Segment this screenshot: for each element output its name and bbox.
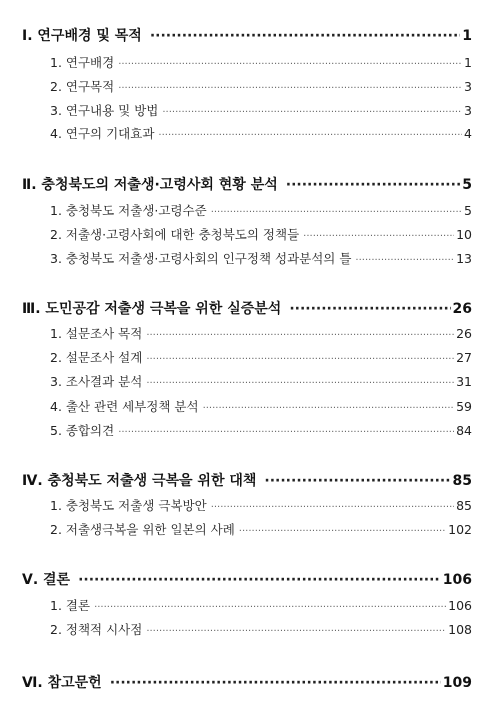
page-number: 106 xyxy=(442,572,472,588)
page-number: 102 xyxy=(448,522,472,537)
page-number: 85 xyxy=(456,498,472,513)
dot-leader xyxy=(211,207,462,218)
toc-entry[interactable] xyxy=(50,596,472,614)
toc-entry[interactable] xyxy=(50,372,472,390)
entry-title: 1. 충청북도 저출생·고령수준 xyxy=(50,203,207,218)
toc-entry[interactable] xyxy=(50,124,472,142)
page-number: 1 xyxy=(462,28,472,44)
dot-leader xyxy=(286,177,461,193)
page-number: 4 xyxy=(464,126,472,141)
dot-leader xyxy=(355,255,454,266)
toc-chapter-2[interactable] xyxy=(22,174,472,194)
dot-leader xyxy=(94,602,446,613)
dot-leader xyxy=(118,427,454,438)
entry-title: 2. 저출생·고령사회에 대한 충청북도의 정책들 xyxy=(50,227,300,242)
page-number: 31 xyxy=(456,374,472,389)
toc-entry[interactable] xyxy=(50,348,472,366)
entry-title: 3. 충청북도 저출생·고령사회의 인구정책 성과분석의 틀 xyxy=(50,251,352,266)
page-number: 3 xyxy=(464,103,472,118)
entry-title: 2. 연구목적 xyxy=(50,79,115,94)
dot-leader xyxy=(146,330,454,341)
toc-entry[interactable] xyxy=(50,53,472,71)
page-number: 109 xyxy=(442,675,472,691)
toc-chapter-6[interactable] xyxy=(22,672,472,692)
page-number: 27 xyxy=(456,350,472,365)
chapter-title: Ⅰ. 연구배경 및 목적 xyxy=(22,28,142,44)
chapter-title: Ⅵ. 참고문헌 xyxy=(22,675,102,691)
dot-leader xyxy=(118,59,462,70)
entry-title: 4. 연구의 기대효과 xyxy=(50,126,155,141)
entry-title: 2. 정책적 시사점 xyxy=(50,622,143,637)
dot-leader xyxy=(303,231,454,242)
chapter-title: Ⅳ. 충청북도 저출생 극복을 위한 대책 xyxy=(22,473,257,489)
dot-leader xyxy=(264,473,450,489)
chapter-title: Ⅱ. 충청북도의 저출생·고령사회 현황 분석 xyxy=(22,177,278,193)
toc-entry[interactable] xyxy=(50,421,472,439)
page-number: 106 xyxy=(448,598,472,613)
entry-title: 1. 충청북도 저출생 극복방안 xyxy=(50,498,207,513)
entry-title: 2. 저출생극복을 위한 일본의 사례 xyxy=(50,522,235,537)
toc-entry[interactable] xyxy=(50,201,472,219)
entry-title: 3. 연구내용 및 방법 xyxy=(50,103,159,118)
chapter-title: Ⅴ. 결론 xyxy=(22,572,71,588)
entry-title: 5. 종합의견 xyxy=(50,423,115,438)
page-number: 26 xyxy=(456,326,472,341)
page-number: 84 xyxy=(456,423,472,438)
dot-leader xyxy=(211,502,454,513)
page-number: 59 xyxy=(456,399,472,414)
page-number: 10 xyxy=(456,227,472,242)
page-number: 5 xyxy=(462,177,472,193)
dot-leader xyxy=(146,626,446,637)
dot-leader xyxy=(146,354,454,365)
toc-entry[interactable] xyxy=(50,249,472,267)
toc-chapter-1[interactable] xyxy=(22,25,472,45)
toc-entry[interactable] xyxy=(50,101,472,119)
entry-title: 1. 연구배경 xyxy=(50,55,115,70)
dot-leader xyxy=(239,526,446,537)
entry-title: 2. 설문조사 설계 xyxy=(50,350,143,365)
dot-leader xyxy=(146,378,454,389)
entry-title: 4. 출산 관련 세부정책 분석 xyxy=(50,399,199,414)
dot-leader xyxy=(78,572,441,588)
page-number: 85 xyxy=(452,473,472,489)
page-number: 3 xyxy=(464,79,472,94)
toc-entry[interactable] xyxy=(50,496,472,514)
dot-leader xyxy=(162,107,462,118)
dot-leader xyxy=(118,83,462,94)
dot-leader xyxy=(158,130,462,141)
toc-entry[interactable] xyxy=(50,620,472,638)
page-number: 1 xyxy=(464,55,472,70)
page-number: 26 xyxy=(452,301,472,317)
page-number: 5 xyxy=(464,203,472,218)
toc-entry[interactable] xyxy=(50,397,472,415)
toc-chapter-3[interactable] xyxy=(22,298,472,318)
dot-leader xyxy=(150,28,460,44)
page-number: 108 xyxy=(448,622,472,637)
toc-entry[interactable] xyxy=(50,520,472,538)
chapter-title: Ⅲ. 도민공감 저출생 극복을 위한 실증분석 xyxy=(22,301,282,317)
dot-leader xyxy=(289,301,450,317)
toc-chapter-4[interactable] xyxy=(22,470,472,490)
entry-title: 1. 설문조사 목적 xyxy=(50,326,143,341)
entry-title: 3. 조사결과 분석 xyxy=(50,374,143,389)
toc-entry[interactable] xyxy=(50,225,472,243)
toc-entry[interactable] xyxy=(50,324,472,342)
dot-leader xyxy=(110,675,441,691)
toc-chapter-5[interactable] xyxy=(22,569,472,589)
page-number: 13 xyxy=(456,251,472,266)
dot-leader xyxy=(203,403,455,414)
toc-entry[interactable] xyxy=(50,77,472,95)
entry-title: 1. 결론 xyxy=(50,598,91,613)
